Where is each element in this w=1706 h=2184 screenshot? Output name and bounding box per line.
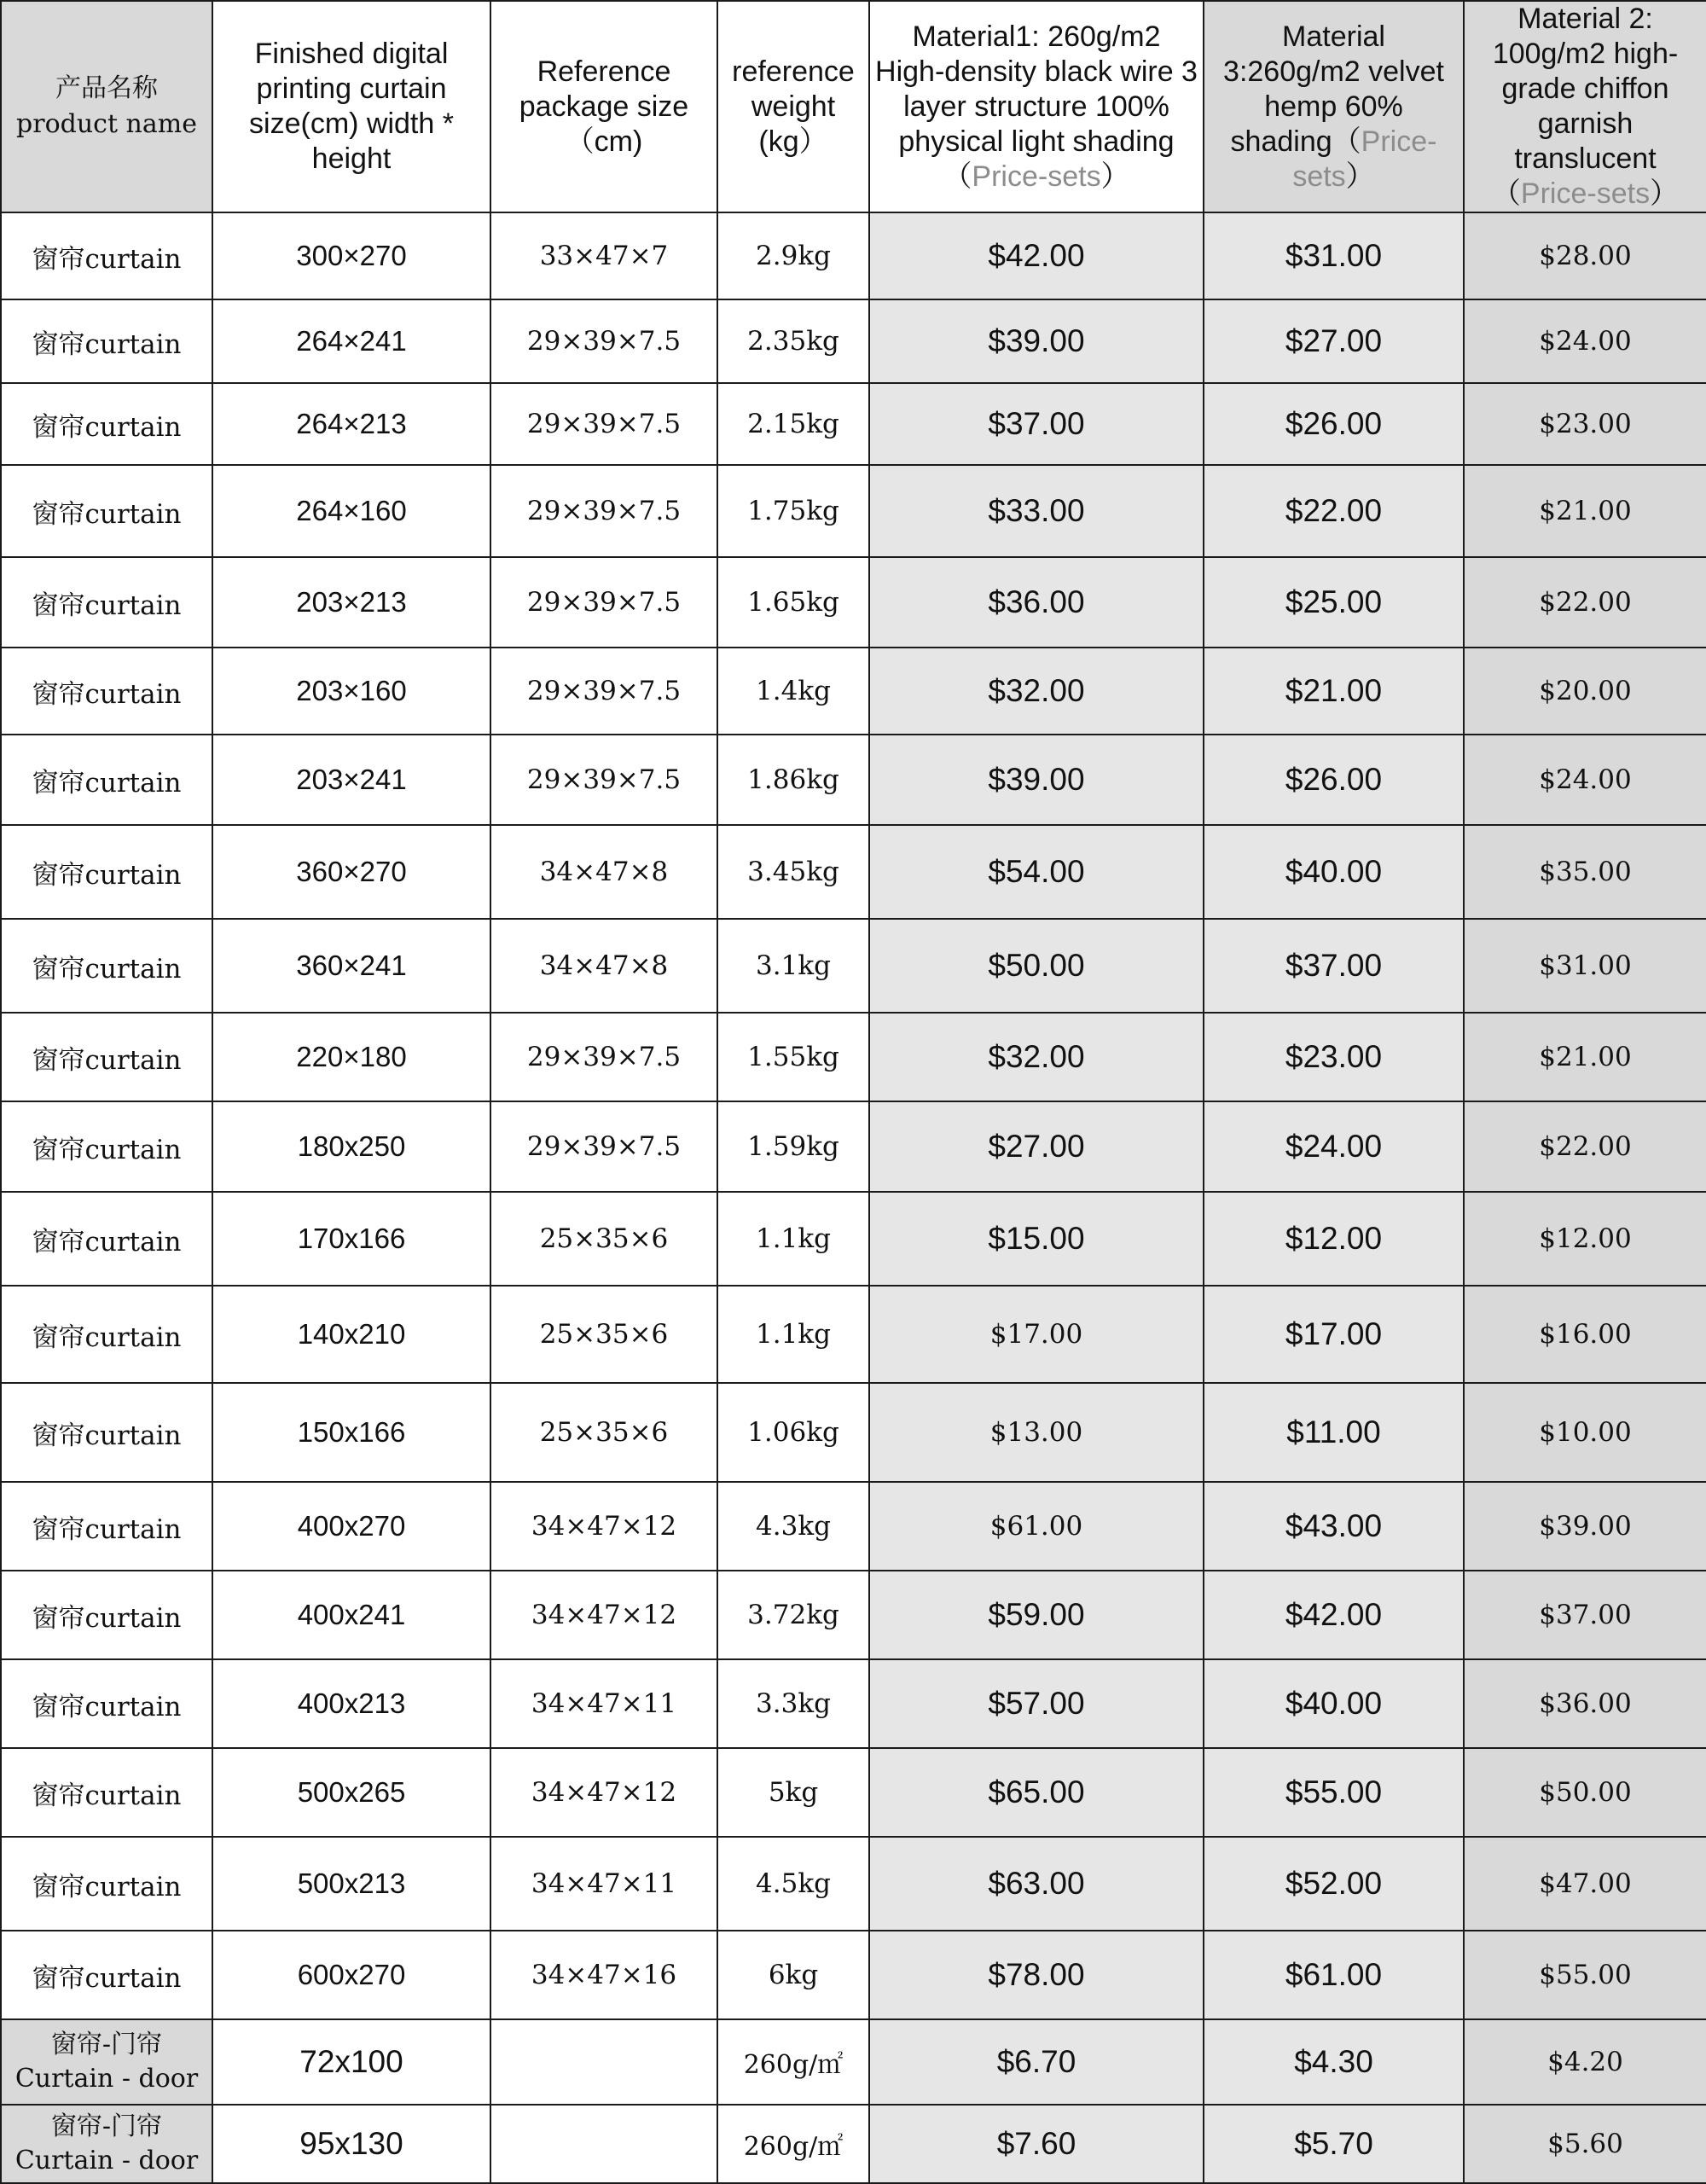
material-3-price-cell: $37.00 [1204,919,1464,1013]
material-2-price-cell: $10.00 [1464,1383,1706,1482]
material-2-price-cell: $20.00 [1464,648,1706,735]
package-cell: 34×47×11 [490,1659,717,1748]
table-row [1,1286,1706,1383]
material-3-price-cell: $52.00 [1204,1837,1464,1931]
size-cell: 150x166 [212,1383,490,1482]
package-cell: 25×35×6 [490,1383,717,1482]
material-2-price-cell: $5.60 [1464,2105,1706,2183]
table-row [1,1013,1706,1101]
package-cell: 34×47×12 [490,1571,717,1659]
size-cell: 203×160 [212,648,490,735]
product-name-cell: 窗帘curtain [1,735,212,825]
weight-cell: 2.9kg [717,212,869,299]
material-3-price-cell: $31.00 [1204,212,1464,299]
header-product-name-cn: 产品名称 [55,73,158,103]
package-cell: 29×39×7.5 [490,1101,717,1192]
material-3-price-cell: $61.00 [1204,1931,1464,2019]
weight-cell: 1.4kg [717,648,869,735]
weight-cell: 3.1kg [717,919,869,1013]
material-1-price-cell: $32.00 [869,648,1204,735]
door-name-cn: 窗帘-门帘 [50,2111,163,2141]
material-1-price-cell: $39.00 [869,299,1204,383]
material-1-price-cell: $32.00 [869,1013,1204,1101]
product-name-cell: 窗帘curtain [1,1571,212,1659]
size-cell: 264×241 [212,299,490,383]
size-cell: 500x265 [212,1748,490,1837]
material-2-price-cell: $31.00 [1464,919,1706,1013]
door-name-cn: 窗帘-门帘 [50,2030,163,2059]
size-cell: 140x210 [212,1286,490,1383]
header-material-3 [1204,1,1464,212]
material-2-price-cell: $39.00 [1464,1482,1706,1571]
material-1-price-cell: $13.00 [869,1383,1204,1482]
product-name-cell: 窗帘curtain [1,1286,212,1383]
product-name-cell: 窗帘curtain [1,1101,212,1192]
table-row [1,1931,1706,2019]
material-2-price-cell: $4.20 [1464,2019,1706,2105]
product-name-cell: 窗帘curtain [1,1931,212,2019]
material-1-price-cell: $63.00 [869,1837,1204,1931]
header-material-2-close: ） [1650,177,1680,210]
table-row [1,1101,1706,1192]
header-product-name [1,1,212,212]
package-cell: 34×47×11 [490,1837,717,1931]
size-cell: 95x130 [212,2105,490,2183]
package-cell: 25×35×6 [490,1286,717,1383]
material-3-price-cell: $27.00 [1204,299,1464,383]
header-material-2-price-sets: Price-sets [1520,177,1651,210]
table-row [1,735,1706,825]
package-cell: 29×39×7.5 [490,557,717,648]
weight-cell: 1.59kg [717,1101,869,1192]
material-2-price-cell: $22.00 [1464,1101,1706,1192]
material-3-price-cell: $26.00 [1204,735,1464,825]
table-row [1,648,1706,735]
weight-cell: 1.55kg [717,1013,869,1101]
package-cell [490,2105,717,2183]
material-1-price-cell: $61.00 [869,1482,1204,1571]
package-cell: 29×39×7.5 [490,735,717,825]
material-1-price-cell: $78.00 [869,1931,1204,2019]
package-cell: 25×35×6 [490,1192,717,1286]
product-name-cell: 窗帘curtain [1,1383,212,1482]
material-2-price-cell: $36.00 [1464,1659,1706,1748]
material-1-price-cell: $33.00 [869,465,1204,557]
weight-cell: 5kg [717,1748,869,1837]
product-name-cell: 窗帘curtain [1,1013,212,1101]
material-3-price-cell: $25.00 [1204,557,1464,648]
material-3-price-cell: $17.00 [1204,1286,1464,1383]
header-size: Finished digital printing curtain size(cm) width * height [212,1,490,212]
header-material-1 [869,1,1204,212]
material-2-price-cell: $21.00 [1464,1013,1706,1101]
material-2-price-cell: $50.00 [1464,1748,1706,1837]
weight-cell: 1.1kg [717,1192,869,1286]
material-2-price-cell: $23.00 [1464,383,1706,465]
header-weight: reference weight (kg） [717,1,869,212]
material-1-price-cell: $54.00 [869,825,1204,919]
header-material-3-price-sets: Price-sets [1292,125,1437,193]
size-cell: 400x270 [212,1482,490,1571]
material-1-price-cell: $39.00 [869,735,1204,825]
material-3-price-cell: $43.00 [1204,1482,1464,1571]
product-name-cell: 窗帘curtain [1,1748,212,1837]
table-row [1,1571,1706,1659]
material-1-price-cell: $36.00 [869,557,1204,648]
material-2-price-cell: $24.00 [1464,735,1706,825]
size-cell: 203×213 [212,557,490,648]
product-name-cell: 窗帘curtain [1,1659,212,1748]
size-cell: 220×180 [212,1013,490,1101]
product-name-cell: 窗帘curtain [1,825,212,919]
weight-cell: 1.65kg [717,557,869,648]
size-cell: 264×213 [212,383,490,465]
material-2-price-cell: $55.00 [1464,1931,1706,2019]
material-2-price-cell: $35.00 [1464,825,1706,919]
material-1-price-cell: $65.00 [869,1748,1204,1837]
weight-cell: 2.35kg [717,299,869,383]
size-cell: 300×270 [212,212,490,299]
product-name-cell: 窗帘curtain [1,1482,212,1571]
table-row [1,1192,1706,1286]
size-cell: 170x166 [212,1192,490,1286]
product-name-cell: 窗帘curtain [1,383,212,465]
product-name-cell: 窗帘curtain [1,919,212,1013]
header-material-1-close: ） [1100,160,1130,193]
material-1-price-cell: $59.00 [869,1571,1204,1659]
door-name-en: Curtain - door [15,2064,199,2094]
header-package: Reference package size （cm) [490,1,717,212]
material-3-price-cell: $5.70 [1204,2105,1464,2183]
door-product-name-cell [1,2019,212,2105]
table-row [1,383,1706,465]
material-3-price-cell: $11.00 [1204,1383,1464,1482]
material-3-price-cell: $40.00 [1204,825,1464,919]
header-material-3-text: Material 3:260g/m2 velvet hemp 60% shading（ [1223,20,1444,158]
material-1-price-cell: $37.00 [869,383,1204,465]
size-cell: 400x213 [212,1659,490,1748]
package-cell: 34×47×12 [490,1748,717,1837]
package-cell: 29×39×7.5 [490,383,717,465]
weight-cell: 3.72kg [717,1571,869,1659]
material-2-price-cell: $37.00 [1464,1571,1706,1659]
table-row [1,1748,1706,1837]
size-cell: 264×160 [212,465,490,557]
material-3-price-cell: $23.00 [1204,1013,1464,1101]
table-row [1,919,1706,1013]
weight-cell: 2.15kg [717,383,869,465]
size-cell: 180x250 [212,1101,490,1192]
material-3-price-cell: $24.00 [1204,1101,1464,1192]
material-2-price-cell: $21.00 [1464,465,1706,557]
door-row [1,2019,1706,2105]
material-3-price-cell: $55.00 [1204,1748,1464,1837]
material-3-price-cell: $40.00 [1204,1659,1464,1748]
package-cell: 34×47×8 [490,825,717,919]
table-row [1,1383,1706,1482]
weight-cell: 3.3kg [717,1659,869,1748]
weight-cell: 260g/㎡ [717,2105,869,2183]
material-2-price-cell: $28.00 [1464,212,1706,299]
weight-cell: 1.1kg [717,1286,869,1383]
weight-cell: 4.5kg [717,1837,869,1931]
size-cell: 600x270 [212,1931,490,2019]
table-row [1,825,1706,919]
package-cell [490,2019,717,2105]
size-cell: 360×270 [212,825,490,919]
material-3-price-cell: $12.00 [1204,1192,1464,1286]
size-cell: 500x213 [212,1837,490,1931]
size-cell: 203×241 [212,735,490,825]
product-name-cell: 窗帘curtain [1,212,212,299]
material-3-price-cell: $42.00 [1204,1571,1464,1659]
material-2-price-cell: $24.00 [1464,299,1706,383]
product-name-cell: 窗帘curtain [1,557,212,648]
material-1-price-cell: $57.00 [869,1659,1204,1748]
package-cell: 29×39×7.5 [490,465,717,557]
package-cell: 29×39×7.5 [490,1013,717,1101]
material-2-price-cell: $47.00 [1464,1837,1706,1931]
size-cell: 360×241 [212,919,490,1013]
table-body [1,212,1706,2183]
package-cell: 34×47×16 [490,1931,717,2019]
header-material-1-price-sets: Price-sets [972,160,1101,193]
table-row [1,465,1706,557]
package-cell: 33×47×7 [490,212,717,299]
weight-cell: 260g/㎡ [717,2019,869,2105]
size-cell: 72x100 [212,2019,490,2105]
material-3-price-cell: $4.30 [1204,2019,1464,2105]
material-3-price-cell: $21.00 [1204,648,1464,735]
door-name-en: Curtain - door [15,2146,199,2175]
material-1-price-cell: $7.60 [869,2105,1204,2183]
header-material-1-text: Material1: 260g/m2 High-density black wire 3 layer structure 100% physical light shading（ [875,20,1198,193]
product-name-cell: 窗帘curtain [1,1192,212,1286]
header-material-3-close: ） [1345,160,1375,193]
weight-cell: 6kg [717,1931,869,2019]
package-cell: 29×39×7.5 [490,648,717,735]
door-product-name-cell [1,2105,212,2183]
material-2-price-cell: $22.00 [1464,557,1706,648]
table-row [1,299,1706,383]
material-1-price-cell: $27.00 [869,1101,1204,1192]
package-cell: 29×39×7.5 [490,299,717,383]
material-1-price-cell: $17.00 [869,1286,1204,1383]
product-name-cell: 窗帘curtain [1,465,212,557]
header-material-2 [1464,1,1706,212]
material-3-price-cell: $22.00 [1204,465,1464,557]
table-row [1,1837,1706,1931]
product-name-cell: 窗帘curtain [1,299,212,383]
header-material-2-text: Material 2: 100g/m2 high-grade chiffon garnish translucent（ [1491,3,1679,210]
material-1-price-cell: $6.70 [869,2019,1204,2105]
product-name-cell: 窗帘curtain [1,1837,212,1931]
table-row [1,212,1706,299]
header-row [1,1,1706,212]
package-cell: 34×47×12 [490,1482,717,1571]
material-1-price-cell: $42.00 [869,212,1204,299]
material-2-price-cell: $16.00 [1464,1286,1706,1383]
table-row [1,1482,1706,1571]
material-1-price-cell: $50.00 [869,919,1204,1013]
weight-cell: 3.45kg [717,825,869,919]
material-2-price-cell: $12.00 [1464,1192,1706,1286]
weight-cell: 4.3kg [717,1482,869,1571]
material-1-price-cell: $15.00 [869,1192,1204,1286]
door-row [1,2105,1706,2183]
weight-cell: 1.06kg [717,1383,869,1482]
header-product-name-en: product name [16,109,197,139]
table-row [1,557,1706,648]
product-name-cell: 窗帘curtain [1,648,212,735]
weight-cell: 1.75kg [717,465,869,557]
table-row [1,1659,1706,1748]
size-cell: 400x241 [212,1571,490,1659]
material-3-price-cell: $26.00 [1204,383,1464,465]
package-cell: 34×47×8 [490,919,717,1013]
weight-cell: 1.86kg [717,735,869,825]
